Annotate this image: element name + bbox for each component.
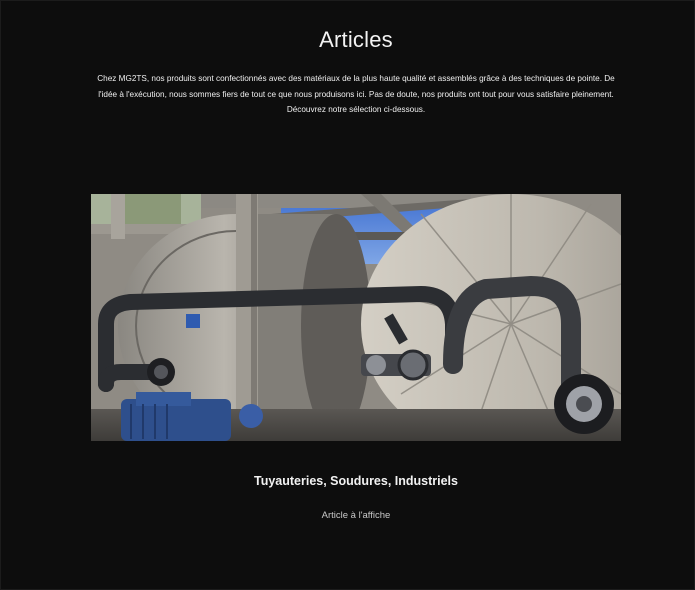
article-title[interactable]: Tuyauteries, Soudures, Industriels: [254, 474, 458, 488]
industrial-piping-photo: [91, 194, 621, 441]
page-title: Articles: [319, 27, 393, 52]
article-image-industrial-piping[interactable]: [91, 194, 621, 441]
intro-paragraph: Chez MG2TS, nos produits sont confectionnés avec des matériaux de la plus haute qualité et assemblés grâce à des techniques de pointe. De l'idée à l'exécution, nous sommes fiers de tout ce que nous produisons ici. Pas de doute, nos produits ont tout pour vous satisfaire pleinement. Découvrez notre sélection ci-dessous.: [97, 74, 615, 114]
featured-article-link[interactable]: Article à l'affiche: [321, 510, 391, 521]
